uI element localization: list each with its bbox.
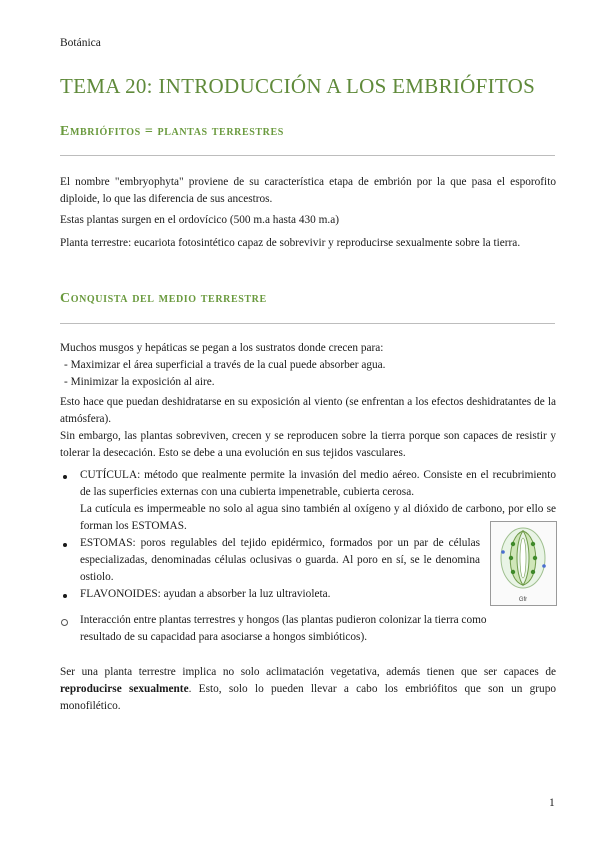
section-heading-embriofitos: Embriófitos = plantas terrestres	[60, 124, 284, 139]
bullet-icon	[63, 475, 67, 479]
figure-caption: Gfr	[518, 597, 528, 603]
bullet-flavonoides: FLAVONOIDES: ayudan a absorber la luz ultravioleta.	[80, 588, 331, 600]
document-header: Botánica	[60, 37, 101, 49]
stoma-figure	[490, 521, 557, 606]
dash-list-item: - Maximizar el área superficial a través de la cual puede absorber agua.	[64, 359, 386, 371]
section-divider	[60, 155, 555, 156]
stoma-illustration	[491, 522, 556, 605]
section-heading-conquista: Conquista del medio terrestre	[60, 291, 267, 306]
dash-list-item: - Minimizar la exposición al aire.	[64, 376, 215, 388]
bullet-cuticula-cont: La cutícula es impermeable no solo al agua sino también al oxígeno y al dióxido de carbono, por ello se forman los ESTOMAS.	[80, 503, 556, 532]
paragraph-ordovicico: Estas plantas surgen en el ordovícico (500 m.a hasta 430 m.a)	[60, 214, 340, 226]
section-divider	[60, 323, 555, 324]
page-number: 1	[549, 797, 555, 809]
paragraph-deshidratarse: Esto hace que puedan deshidratarse en su exposición al viento (se enfrentan a los efectos deshidratantes de la atmósfera).	[60, 396, 556, 425]
paragraph-sin-embargo: Sin embargo, las plantas sobreviven, crecen y se reproducen sobre la tierra porque son capaces de resistir y tolerar la desecación. Esto se debe a una evolución en sus tejidos vasculares.	[60, 430, 556, 459]
bullet-cuticula: CUTÍCULA: método que realmente permite la invasión del medio aéreo. Consiste en el recubrimiento de las superficies externas con una cubierta impenetrable, cubierta cerosa.	[80, 469, 556, 498]
paragraph-musgos: Muchos musgos y hepáticas se pegan a los sustratos donde crecen para:	[60, 342, 384, 354]
bullet-icon	[63, 543, 67, 547]
paragraph-embryophyta: El nombre "embryophyta" proviene de su característica etapa de embrión por la que pasa el esporofito diploide, lo que las diferencia de sus ancestros.	[60, 176, 556, 205]
bullet-ring-icon	[61, 619, 68, 626]
page-title: TEMA 20: INTRODUCCIÓN A LOS EMBRIÓFITOS	[60, 74, 536, 98]
paragraph-planta-terrestre: Planta terrestre: eucariota fotosintético capaz de sobrevivir y reproducirse sexualmente sobre la tierra.	[60, 237, 521, 249]
bullet-estomas: ESTOMAS: poros regulables del tejido epidérmico, formados por un par de células especializadas, denominadas células oclusivas o guarda. Al poro en sí, se le denomina ostiolo.	[80, 537, 480, 583]
paragraph-reproduccion: Ser una planta terrestre implica no solo aclimatación vegetativa, además tienen que ser capaces de reproducirse sexualmente. Esto, solo lo pueden llevar a cabo los embriófitos que son un grupo monofilético.	[60, 666, 556, 712]
bullet-icon	[63, 594, 67, 598]
bold-reproducirse: reproducirse sexualmente	[60, 683, 189, 695]
bullet-hongos: Interacción entre plantas terrestres y hongos (las plantas pudieron colonizar la tierra como resultado de su capacidad para asociarse a hongos simbióticos).	[80, 614, 487, 643]
